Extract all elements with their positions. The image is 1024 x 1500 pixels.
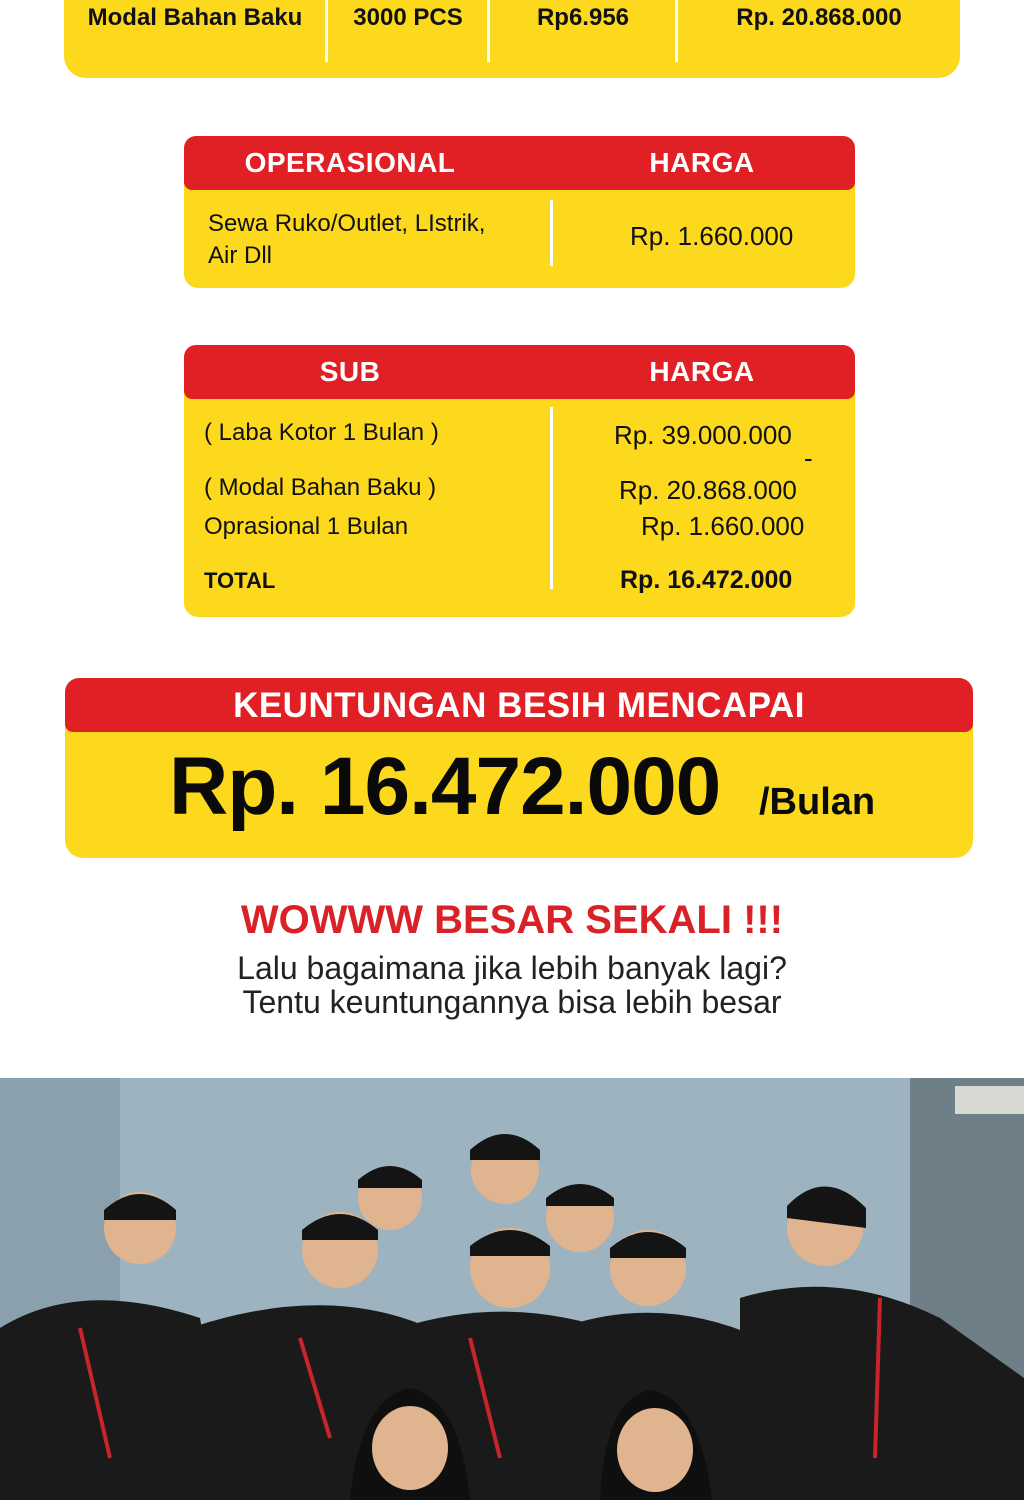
harga-header-label: HARGA: [649, 147, 755, 178]
sub-row-value: Rp. 1.660.000: [641, 511, 805, 541]
top-cell-qty-label: 3000 PCS: [353, 4, 463, 31]
top-cell-item: [64, 0, 326, 58]
minus-sign: -: [804, 443, 813, 473]
operasional-table: [184, 136, 855, 288]
top-cell-unit-price-label: Rp6.956: [536, 4, 630, 31]
profit-title: KEUNTUNGAN BESIH MENCAPAI: [65, 678, 973, 732]
team-photo: [0, 1078, 1024, 1500]
message-line2: Tentu keuntungannya bisa lebih besar: [242, 984, 782, 1020]
modal-table-bottom: [64, 0, 960, 78]
sub-row-label: ( Laba Kotor 1 Bulan ): [204, 419, 439, 446]
operasional-header: [184, 136, 855, 190]
harga-header-label: HARGA: [649, 356, 755, 387]
top-cell-total-label: Rp. 20.868.000: [736, 4, 902, 31]
top-cell-item-label: Modal Bahan Baku: [87, 4, 303, 31]
sub-row-label: Oprasional 1 Bulan: [204, 513, 409, 540]
profit-period: /Bulan: [759, 781, 876, 823]
headline: WOWWW BESAR SEKALI !!!: [240, 898, 784, 942]
total-label: TOTAL: [204, 568, 276, 593]
operasional-item-line1: Sewa Ruko/Outlet, LIstrik,: [208, 210, 486, 237]
top-cell-qty: [328, 0, 488, 58]
sub-row-value: Rp. 39.000.000: [614, 420, 792, 450]
message-line1: Lalu bagaimana jika lebih banyak lagi?: [237, 950, 787, 986]
sub-header-label: SUB: [319, 356, 381, 387]
top-cell-total: [678, 0, 960, 58]
total-value: Rp. 16.472.000: [620, 566, 793, 594]
divider: [550, 407, 553, 589]
sub-table: [184, 345, 855, 617]
operasional-price: Rp. 1.660.000: [630, 221, 794, 251]
sub-row-value: Rp. 20.868.000: [619, 475, 797, 505]
sub-row-label: ( Modal Bahan Baku ): [204, 474, 437, 501]
top-cell-unit-price: [490, 0, 676, 58]
team-photo-illustration: [0, 1078, 1024, 1500]
operasional-header-label: OPERASIONAL: [244, 147, 456, 178]
divider: [550, 200, 553, 266]
sub-header: [184, 345, 855, 399]
operasional-item-line2: Air Dll: [208, 242, 272, 269]
profit-amount: Rp. 16.472.000: [169, 741, 721, 832]
profit-banner: [65, 678, 973, 858]
